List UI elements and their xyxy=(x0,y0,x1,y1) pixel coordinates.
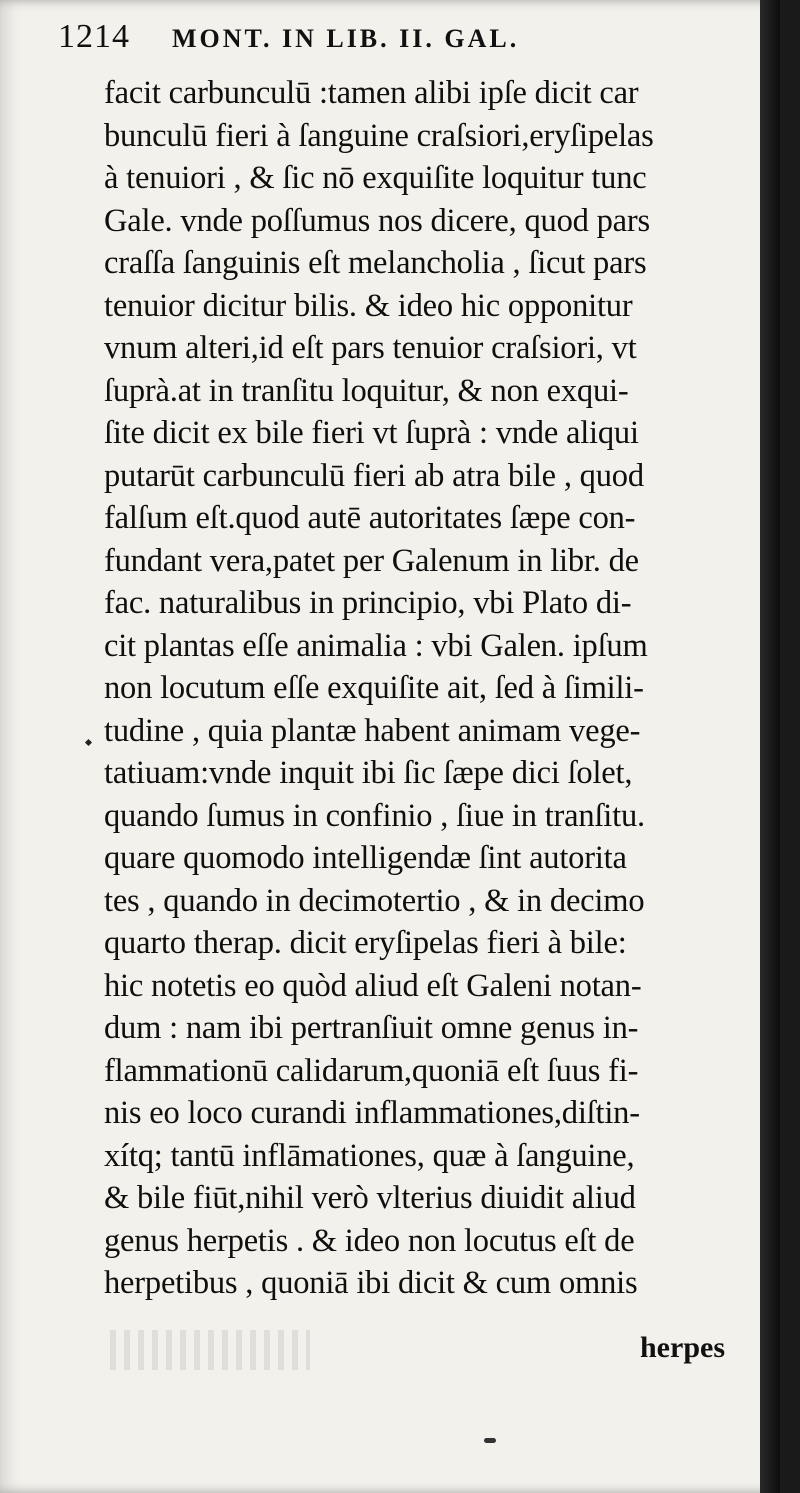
catchword: herpes xyxy=(640,1331,725,1364)
text-line: quando ſumus in confinio , ſiue in tranſitu. xyxy=(104,797,645,834)
page-edge-shadow xyxy=(760,0,780,1493)
text-line: tenuior dicitur bilis. & ideo hic opponitur xyxy=(104,287,633,324)
text-line: fac. naturalibus in principio, vbi Plato di- xyxy=(104,585,632,621)
text-line: genus herpetis . & ideo non locutus eſt de xyxy=(104,1222,635,1259)
text-line: à tenuiori , & ſic nō exquiſite loquitur tunc xyxy=(104,160,647,196)
text-line: ſite dicit ex bile fieri vt ſuprà : vnde aliqui xyxy=(104,415,639,451)
text-line: quarto therap. dicit eryſipelas fieri à bile: xyxy=(104,925,627,961)
text-line: herpetibus , quoniā ibi dicit & cum omnis xyxy=(104,1265,638,1301)
running-head xyxy=(58,18,708,58)
text-line: dum : nam ibi pertranſiuit omne genus in- xyxy=(104,1010,639,1046)
body-text xyxy=(104,72,759,1305)
text-line: facit carbunculū :tamen alibi ipſe dicit car xyxy=(104,75,639,111)
running-title: MONT. IN LIB. II. GAL. xyxy=(172,24,520,53)
text-line: ſuprà.at in tranſitu loquitur, & non exqui- xyxy=(104,372,629,409)
page-number: 1214 xyxy=(58,18,130,55)
text-line: Gale. vnde poſſumus nos dicere, quod pars xyxy=(104,202,650,239)
text-line: flammationū calidarum,quoniā eſt ſuus fi- xyxy=(104,1052,639,1089)
text-line: putarūt carbunculū fieri ab atra bile , quod xyxy=(104,457,644,494)
text-line: falſum eſt.quod autē autoritates ſæpe con- xyxy=(104,500,636,536)
text-line: tudine , quia plantæ habent animam vege- xyxy=(104,712,641,749)
text-line: tatiuam:vnde inquit ibi ſic ſæpe dici ſolet, xyxy=(104,755,633,791)
text-line: bunculū fieri à ſanguine craſsiori,eryſipelas xyxy=(104,117,654,154)
ink-smudge xyxy=(484,1438,496,1443)
text-line: fundant vera,patet per Galenum in libr. de xyxy=(104,542,639,579)
margin-ink-mark xyxy=(85,739,92,746)
text-line: vnum alteri,id eſt pars tenuior craſsiori, vt xyxy=(104,330,637,366)
text-line: xítq; tantū inflāmationes, quæ à ſanguine, xyxy=(104,1137,635,1174)
text-line: nis eo loco curandi inflammationes,diſtin- xyxy=(104,1095,640,1131)
text-line: tes , quando in decimotertio , & in decimo xyxy=(104,882,645,919)
show-through-text xyxy=(110,1330,310,1370)
text-line: non locutum eſſe exquiſite ait, ſed à ſimili- xyxy=(104,670,644,706)
text-line: & bile fiūt,nihil verò vlterius diuidit aliud xyxy=(104,1180,636,1216)
text-line: hic notetis eo quòd aliud eſt Galeni notan- xyxy=(104,967,642,1004)
text-line: cit plantas eſſe animalia : vbi Galen. ipſum xyxy=(104,627,648,664)
text-line: craſſa ſanguinis eſt melancholia , ſicut pars xyxy=(104,245,647,281)
text-line: quare quomodo intelligendæ ſint autorita xyxy=(104,840,627,876)
